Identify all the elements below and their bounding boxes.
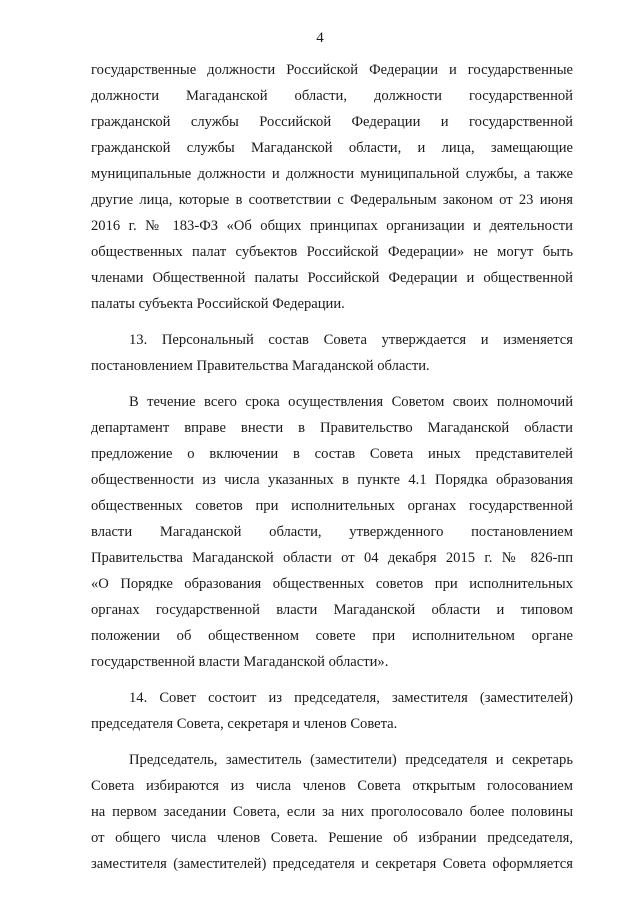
paragraph-officials-restriction (91, 57, 573, 317)
text-line: органах государственной власти Магаданской области и типовом (91, 602, 573, 618)
text-line: 13. Персональный состав Совета утверждается и изменяется (129, 332, 573, 348)
text-line: предложение о включении в состав Совета иных представителей (91, 446, 573, 462)
paragraph-item-13 (91, 327, 573, 379)
text-line: должности Магаданской области, должности государственной (91, 88, 573, 104)
text-line: гражданской службы Российской Федерации и государственной (91, 114, 573, 130)
text-line: 14. Совет состоит из председателя, заместителя (заместителей) (129, 690, 573, 706)
paragraph-election-of-officers (91, 747, 573, 877)
text-line: на первом заседании Совета, если за них проголосовало более половины (91, 804, 573, 820)
text-line: заместителя (заместителей) председателя и секретаря Совета оформляется (91, 856, 573, 872)
text-line: Председатель, заместитель (заместители) председателя и секретарь (129, 752, 573, 768)
text-line: государственной власти Магаданской области». (91, 654, 389, 670)
text-line: департамент вправе внести в Правительство Магаданской области (91, 420, 573, 436)
text-line: другие лица, которые в соответствии с Федеральным законом от 23 июня (91, 192, 573, 208)
paragraph-council-composition-proposal (91, 389, 573, 675)
document-body (91, 57, 573, 877)
text-line: Правительства Магаданской области от 04 декабря 2015 г. № 826-пп (91, 550, 573, 566)
text-line: председателя Совета, секретаря и членов Совета. (91, 716, 398, 732)
text-line: положении об общественном совете при исполнительном органе (91, 628, 573, 644)
text-line: гражданской службы Магаданской области, и лица, замещающие (91, 140, 573, 156)
text-line: от общего числа членов Совета. Решение об избрании председателя, (91, 830, 573, 846)
text-line: В течение всего срока осуществления Советом своих полномочий (129, 394, 573, 410)
text-line: общественности из числа указанных в пункте 4.1 Порядка образования (91, 472, 573, 488)
text-line: Совета избираются из числа членов Совета открытым голосованием (91, 778, 573, 794)
text-line: палаты субъекта Российской Федерации. (91, 296, 345, 312)
text-line: постановлением Правительства Магаданской области. (91, 358, 430, 374)
text-line: общественных советов при исполнительных органах государственной (91, 498, 573, 514)
page-number: 4 (316, 30, 324, 46)
text-line: государственные должности Российской Федерации и государственные (91, 62, 573, 78)
text-line: 2016 г. № 183-ФЗ «Об общих принципах организации и деятельности (91, 218, 573, 234)
text-line: членами Общественной палаты Российской Федерации и общественной (91, 270, 573, 286)
text-line: «О Порядке образования общественных советов при исполнительных (91, 576, 573, 592)
paragraph-item-14 (91, 685, 573, 737)
text-line: общественных палат субъектов Российской Федерации» не могут быть (91, 244, 573, 260)
text-line: муниципальные должности и должности муниципальной службы, а также (91, 166, 573, 182)
text-line: власти Магаданской области, утвержденного постановлением (91, 524, 573, 540)
